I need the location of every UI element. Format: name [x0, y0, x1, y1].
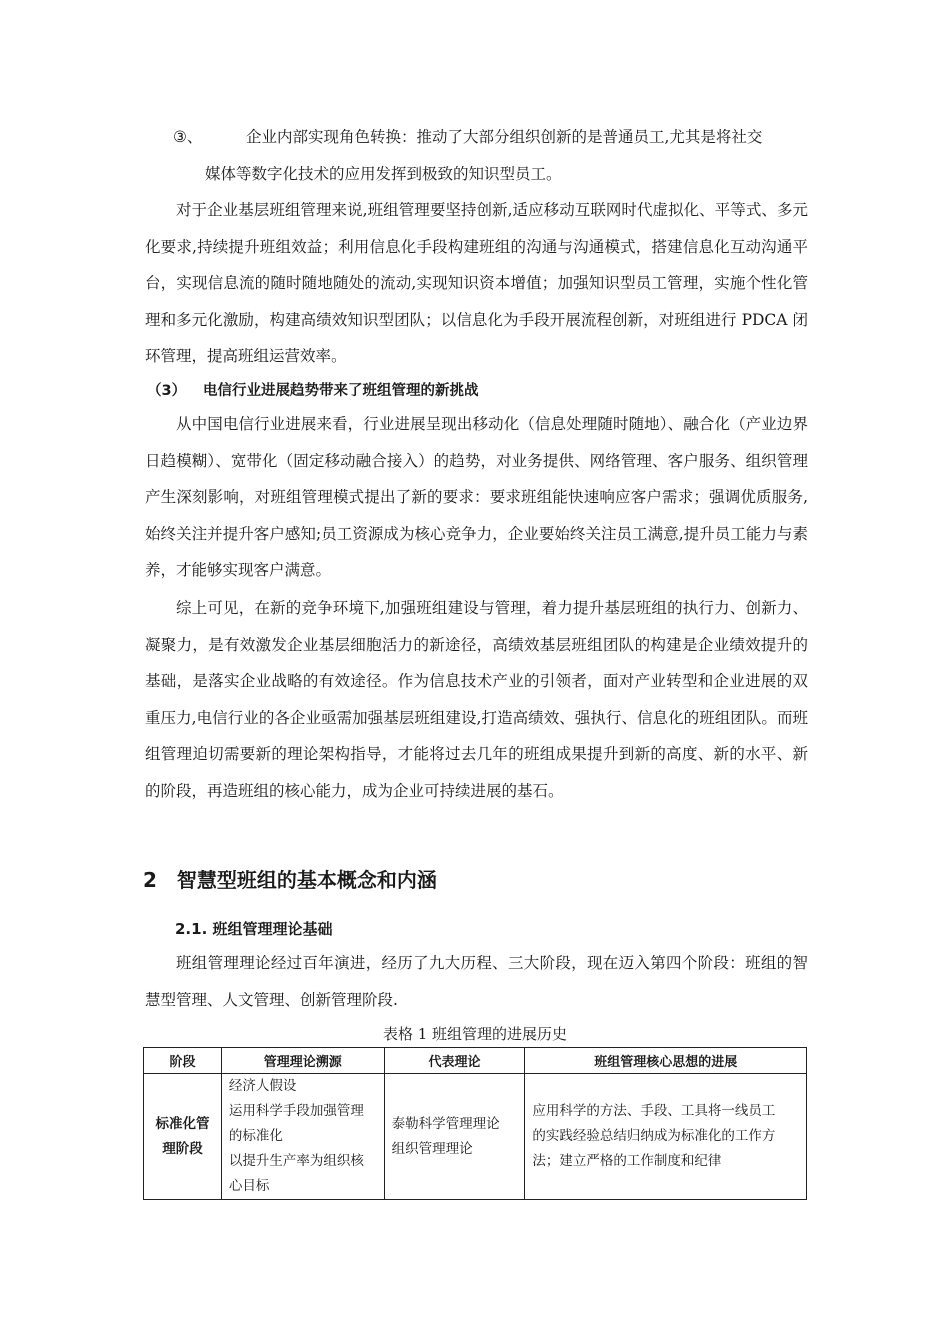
table-row — [144, 1074, 807, 1200]
paragraph-telecom-trends: 从中国电信行业进展来看，行业进展呈现出移动化（信息处理随时随地）、融合化（产业边界日趋模糊）、宽带化（固定移动融合接入）的趋势，对业务提供、网络管理、客户服务、组织管理产生深刻影响，对班组管理模式提出了新的要求：要求班组能快速响应客户需求；强调优质服务,始终关注并提升客户感知;员工资源成为核心竞争力，企业要始终关注员工满意,提升员工能力与素养，才能够实现客户满意。 — [145, 415, 808, 579]
header-core-idea: 班组管理核心思想的进展 — [525, 1048, 807, 1074]
header-theory: 代表理论 — [384, 1048, 525, 1074]
header-origin: 管理理论溯源 — [221, 1048, 384, 1074]
subheading-title: 电信行业进展趋势带来了班组管理的新挑战 — [203, 383, 479, 399]
header-stage: 阶段 — [144, 1048, 222, 1074]
paragraph-summary: 综上可见，在新的竞争环境下,加强班组建设与管理，着力提升基层班组的执行力、创新力、凝聚力，是有效激发企业基层细胞活力的新途径，高绩效基层班组团队的构建是企业绩效提升的基础，是落实企业战略的有效途径。作为信息技术产业的引领者，面对产业转型和企业进展的双重压力,电信行业的各企业亟需加强基层班组建设,打造高绩效、强执行、信息化的班组团队。而班组管理迫切需要新的理论架构指导，才能将过去几年的班组成果提升到新的高度、新的水平、新的阶段，再造班组的核心能力，成为企业可持续进展的基石。 — [145, 599, 808, 800]
cell-core-idea: 应用科学的方法、手段、工具将一线员工 的实践经验总结归纳成为标准化的工作方 法；建立严格的工作制度和纪律 — [525, 1074, 807, 1200]
table-caption: 表格 1 班组管理的进展历史 — [382, 1025, 568, 1043]
section-heading-2-1: 2.1. 班组管理理论基础 — [175, 920, 333, 938]
cell-stage: 标准化管 理阶段 — [144, 1074, 222, 1200]
management-history-table — [143, 1047, 807, 1200]
table-header-row — [144, 1048, 807, 1074]
section-heading-2: 2 智慧型班组的基本概念和内涵 — [143, 868, 437, 892]
cell-theory: 泰勒科学管理理论 组织管理理论 — [384, 1074, 525, 1200]
subheading-number: （3） — [147, 383, 187, 399]
list-item-line-2: 媒体等数字化技术的应用发挥到极致的知识型员工。 — [205, 165, 562, 183]
paragraph-innovation: 对于企业基层班组管理来说,班组管理要坚持创新,适应移动互联网时代虚拟化、平等式、多元化要求,持续提升班组效益；利用信息化手段构建班组的沟通与沟通模式，搭建信息化互动沟通平台，实现信息流的随时随地随处的流动,实现知识资本增值；加强知识型员工管理，实施个性化管理和多元化激励，构建高绩效知识型团队；以信息化为手段开展流程创新，对班组进行 PDCA 闭环管理，提高班组运营效率。 — [145, 201, 808, 365]
list-item-number: ③、 — [173, 128, 203, 146]
cell-origin: 经济人假设 运用科学手段加强管理 的标准化 以提升生产率为组织核 心目标 — [221, 1074, 384, 1200]
paragraph-theory-evolution: 班组管理理论经过百年演进，经历了九大历程、三大阶段，现在迈入第四个阶段：班组的智慧型管理、人文管理、创新管理阶段. — [145, 954, 808, 1009]
list-item-line-1: 企业内部实现角色转换：推动了大部分组织创新的是普通员工,尤其是将社交 — [246, 128, 763, 146]
